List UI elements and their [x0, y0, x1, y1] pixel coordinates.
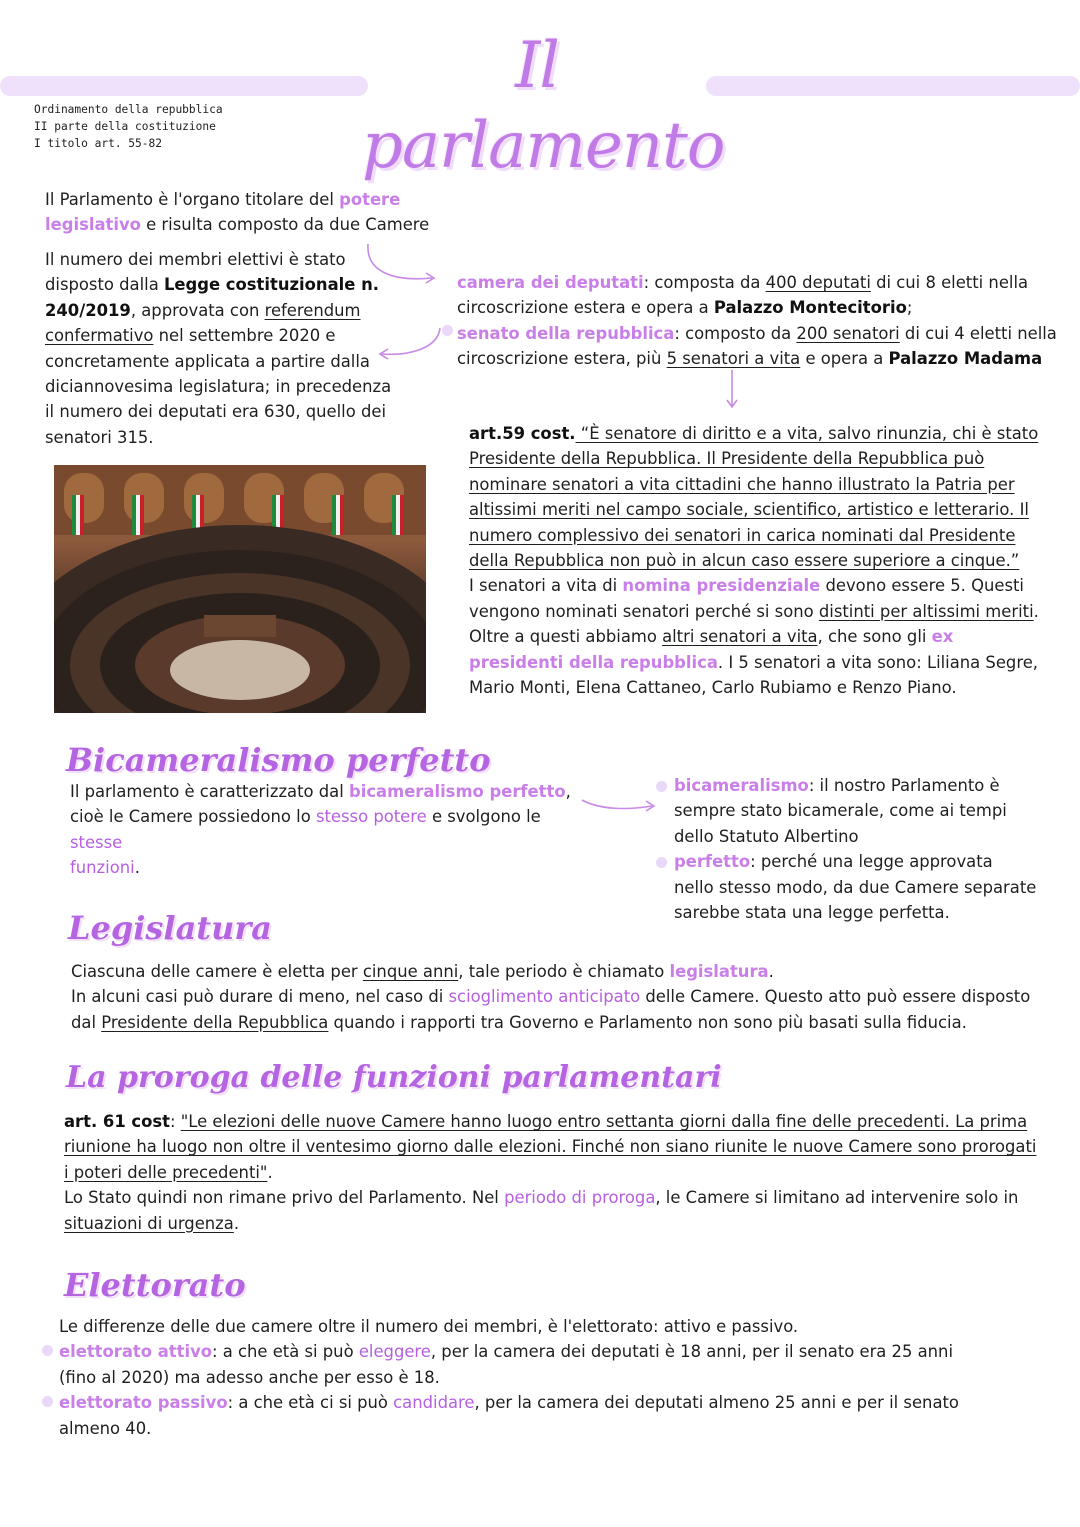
- elettorato-text: Le differenze delle due camere oltre il numero dei membri, è l'elettorato: attivo e passivo. elettorato attivo: a che età si può eleggere, per la camera dei deputati è 18 anni, per il senato era 25 anni (fino al 2020) ma adesso anche per esso è 18. elettorato passivo: a che età ci si può candidare, per la camera dei deputati almeno 25 anni e per il senato almeno 40.: [59, 1317, 959, 1438]
- parliament-photo: [54, 465, 426, 713]
- intro-paragraph-2: Il numero dei membri elettivi è stato disposto dalla Legge costituzionale n. 240/2019, approvata con referendum confermativo nel settembre 2020 e concretamente applicata a partire dalla diciannovesima legislatura; in precedenza il numero dei deputati era 630, quello dei senatori 315.: [45, 250, 392, 447]
- art59-block: art.59 cost. “È senatore di diritto e a vita, salvo rinunzia, chi è stato Presidente della Repubblica. Il Presidente della Repubblica può nominare senatori a vita cittadini che hanno illustrato la Patria per altissimi meriti nel campo sociale, scientifico, artistico e letterario. Il numero complessivo dei senatori in carica nominati dal Presidente della Repubblica non può in alcun caso essere superiore a cinque.” I senatori a vita di nomina presidenziale devono essere 5. Questi vengono nominati senatori perché si sono distinti per altissimi meriti. Oltre a questi abbiamo altri senatori a vita, che sono gli ex presidenti della repubblica. I 5 senatori a vita sono: Liliana Segre, Mario Monti, Elena Cattaneo, Carlo Rubiamo e Renzo Piano.: [469, 424, 1039, 698]
- meta-block: [34, 101, 223, 152]
- bullet-dot: [442, 325, 453, 336]
- highlight-camera: camera dei deputati: [457, 273, 644, 292]
- bullet-dot: [42, 1345, 53, 1356]
- header-band-right: [706, 76, 1080, 96]
- heading-bicameralismo: Bicameralismo perfetto: [66, 741, 491, 779]
- bullet-dot: [656, 857, 667, 868]
- intro-paragraph-1: Il Parlamento è l'organo titolare del potere legislativo e risulta composto da due Camere: [45, 190, 430, 235]
- heading-proroga: La proroga delle funzioni parlamentari: [66, 1060, 722, 1095]
- meta-line: II parte della costituzione: [34, 120, 216, 133]
- header-band-left: [0, 76, 368, 96]
- bullet-dot: [42, 1396, 53, 1407]
- bicameralismo-text: Il parlamento è caratterizzato dal bicameralismo perfetto, cioè le Camere possiedono lo stesso potere e svolgono le stesse funzioni.: [70, 782, 571, 878]
- art59-label: art.59 cost.: [469, 424, 576, 443]
- legislatura-text: Ciascuna delle camere è eletta per cinque anni, tale periodo è chiamato legislatura. In alcuni casi può durare di meno, nel caso di scioglimento anticipato delle Camere. Questo atto può essere disposto dal Presidente della Repubblica quando i rapporti tra Governo e Parlamento non sono più basati sulla fiducia.: [71, 962, 1031, 1032]
- highlight-senato: senato della repubblica: [457, 323, 675, 343]
- chambers-block: camera dei deputati: composta da 400 deputati di cui 8 eletti nella circoscrizione estera e opera a Palazzo Montecitorio; senato della repubblica: composto da 200 senatori di cui 4 eletti nella circoscrizione estera, più 5 senatori a vita e opera a Palazzo Madama: [457, 273, 1057, 369]
- right-arrow-icon: [580, 792, 660, 818]
- art61-label: art. 61 cost: [64, 1112, 170, 1131]
- meta-line: I titolo art. 55-82: [34, 137, 162, 150]
- heading-elettorato: Elettorato: [64, 1266, 246, 1304]
- bullet-dot: [656, 781, 667, 792]
- page-title: Il parlamento: [362, 29, 725, 183]
- highlight-potere: potere: [339, 190, 401, 209]
- meta-line: Ordinamento della repubblica: [34, 103, 223, 116]
- highlight-legislativo: legislativo: [45, 215, 141, 235]
- bicameralismo-bullets: bicameralismo: il nostro Parlamento è sempre stato bicamerale, come ai tempi dello Statuto Albertino perfetto: perché una legge approvata nello stesso modo, da due Camere separate sarebbe stata una legge perfetta.: [674, 776, 1037, 923]
- down-arrow-icon: [722, 368, 742, 412]
- proroga-text: art. 61 cost: "Le elezioni delle nuove Camere hanno luogo entro settanta giorni dalla fine delle precedenti. La prima riunione ha luogo non oltre il ventesimo giorno dalle elezioni. Finché non siano riunite le nuove Camere sono prorogati i poteri delle precedenti". Lo Stato quindi non rimane privo del Parlamento. Nel periodo di proroga, le Camere si limitano ad intervenire solo in situazioni di urgenza.: [64, 1112, 1037, 1233]
- heading-legislatura: Legislatura: [68, 909, 272, 947]
- connector-arrows: [360, 240, 450, 370]
